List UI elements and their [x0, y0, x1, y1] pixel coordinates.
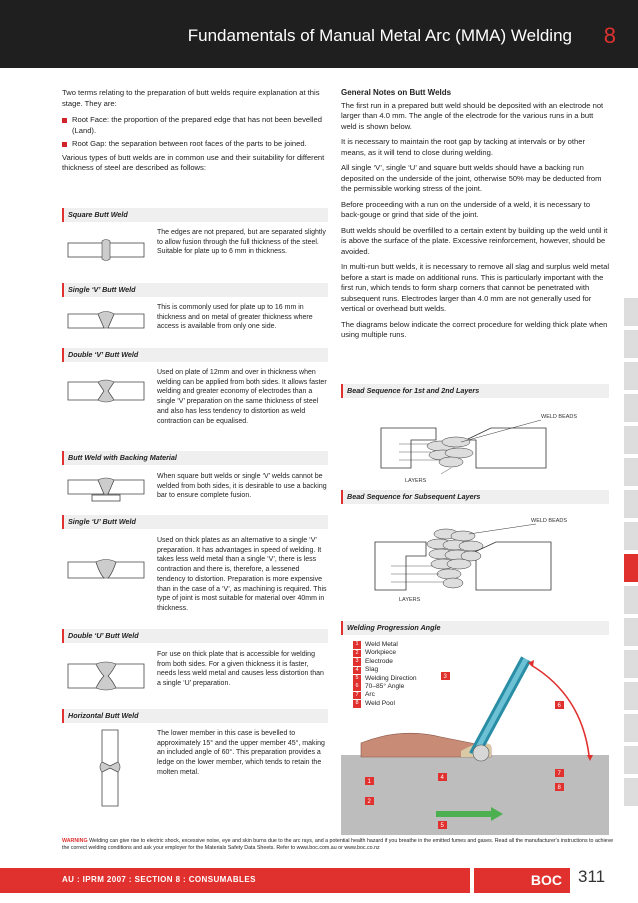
- intro-text: [62, 88, 328, 180]
- horizontal-weld-diagram: [92, 728, 128, 813]
- callout-8: 8: [557, 785, 561, 791]
- boc-logo: BOC: [474, 868, 570, 893]
- callout-7: 7: [557, 771, 561, 777]
- section-tabs: [624, 298, 638, 818]
- callout-3: 3: [443, 674, 447, 680]
- weld-beads-label-2: WELD BEADS: [531, 518, 568, 524]
- section-tab[interactable]: [624, 426, 638, 454]
- welding-angle-panel: [341, 621, 609, 835]
- section-tab[interactable]: [624, 362, 638, 390]
- diagram-title-2: Bead Sequence for Subsequent Layers: [341, 490, 609, 504]
- intro-paragraph-2: Various types of butt welds are in common use and their suitability for different thickness of steel are described as follows:: [62, 152, 325, 172]
- note-paragraph: In multi-run butt welds, it is necessary to remove all slag and surplus weld metal before a start is made on additional runs. This is particularly important with the first run, which tends to form sharp corners that cannot be penetrated with subsequent runs. Electrodes larger than 4.0 mm are not generally used for vertical or overhead butt welds.: [341, 262, 610, 313]
- page-title: Fundamentals of Manual Metal Arc (MMA) Welding: [187, 26, 572, 45]
- weld-title-single-u: Single ‘U’ Butt Weld: [62, 515, 328, 529]
- legend-label: Arc: [365, 691, 375, 699]
- legend-number: 8: [353, 700, 361, 708]
- note-paragraph: Butt welds should be overfilled to a certain extent by building up the weld until it is above the surface of the plate. Excessive reinforcement, however, should be avoided.: [341, 225, 608, 256]
- weld-desc-single-u: Used on thick plates as an alternative to a single ‘V’ preparation. It has advantages in speed of welding. It takes less weld metal than a single ‘V’, there is less contraction and there is, therefore, a lessened tendency to distortion. Preparation is more expensive than in the case of a ‘V’, as machining is required. This type of joint is most suitable for material over 40mm in thickness.: [157, 537, 327, 612]
- callout-5: 5: [440, 823, 444, 829]
- legend-number: 5: [353, 675, 361, 683]
- note-paragraph: The first run in a prepared butt weld should be deposited with an electrode not larger than 4.0 mm. The angle of the electrode for the various runs in a butt weld is shown below.: [341, 100, 604, 131]
- section-tab[interactable]: [624, 586, 638, 614]
- bead-sequence-panel-1: [341, 384, 609, 491]
- bead-sequence-panel-2: [341, 490, 609, 609]
- note-paragraph: The diagrams below indicate the correct procedure for welding thick plate when using multiple runs.: [341, 319, 608, 339]
- weld-title-double-u: Double ‘U’ Butt Weld: [62, 629, 328, 643]
- chapter-number: 8: [603, 23, 616, 48]
- section-tab[interactable]: [624, 522, 638, 550]
- weld-desc-backing: When square butt welds or single ‘V’ welds cannot be welded from both sides, it is desirable to use a backing bar to ensure complete fusion.: [157, 473, 327, 500]
- legend-number: 3: [353, 658, 361, 666]
- single-v-weld-diagram: [66, 306, 146, 341]
- square-butt-weld-diagram: [66, 235, 146, 270]
- note-paragraph: All single ‘V’, single ‘U’ and square butt welds should have a backing run deposited on the underside of the joint, otherwise 50% may be deducted from the permissible working stress of the joint.: [341, 163, 602, 193]
- legend-label: Welding Direction: [365, 674, 417, 682]
- double-u-weld-diagram: [66, 660, 146, 697]
- warning-label: WARNING: [62, 838, 88, 844]
- weld-desc-horizontal: The lower member in this case is bevelled to approximately 15° and the upper member 45°, making an included angle of 60°. This preparation provides a ledge on the lower member, which tends to retain the molten metal.: [157, 730, 325, 776]
- weld-desc-square: The edges are not prepared, but are separated slightly to allow fusion through the full thickness of the steel. Suitable for plate up to 6 mm in thickness.: [157, 229, 326, 256]
- section-tab[interactable]: [624, 682, 638, 710]
- legend-number: 7: [353, 692, 361, 700]
- page-header: [0, 0, 638, 68]
- weld-title-horizontal: Horizontal Butt Weld: [62, 709, 328, 723]
- legend-number: 2: [353, 650, 361, 658]
- callout-6: 6: [557, 703, 561, 709]
- weld-title-square: Square Butt Weld: [62, 208, 328, 222]
- section-tab[interactable]: [624, 298, 638, 326]
- section-tab[interactable]: [624, 458, 638, 486]
- note-paragraph: It is necessary to maintain the root gap by tacking at intervals or by other means, as it will tend to close during welding.: [341, 137, 585, 157]
- legend-label: Electrode: [365, 657, 393, 665]
- legend-number: 6: [353, 683, 361, 691]
- callout-2: 2: [367, 799, 371, 805]
- section-tab[interactable]: [624, 778, 638, 806]
- legend-label: Weld Pool: [365, 699, 395, 707]
- section-tab[interactable]: [624, 714, 638, 742]
- weld-beads-label-1: WELD BEADS: [541, 414, 578, 420]
- section-tab[interactable]: [624, 650, 638, 678]
- bullet-root-gap: Root Gap: the separation between root faces of the parts to be joined.: [62, 139, 328, 150]
- legend-number: 1: [353, 641, 361, 649]
- warning-text: [62, 838, 622, 852]
- double-v-weld-diagram: [66, 376, 146, 411]
- weld-desc-double-u: For use on thick plate that is accessible for welding from both sides. For a given thickness it is faster, needs less weld metal and causes less distortion than a single ‘U’ preparation.: [157, 651, 324, 688]
- weld-desc-double-v: Used on plate of 12mm and over in thickness when welding can be applied from both sides. It allows faster welding and greater economy of electrodes than a single ‘V’ preparation on the same thickness of steel and also has less tendency to distortion as weld contraction can be equalised.: [157, 369, 327, 425]
- section-tab-active[interactable]: [624, 554, 638, 582]
- layers-label-2: LAYERS: [399, 597, 421, 603]
- layers-label-1: LAYERS: [405, 478, 427, 484]
- diagram-title-1: Bead Sequence for 1st and 2nd Layers: [341, 384, 609, 398]
- note-paragraph: Before proceeding with a run on the underside of a weld, it is necessary to back-gouge or grind that side of the joint.: [341, 199, 591, 219]
- diagram-title-3: Welding Progression Angle: [341, 621, 609, 635]
- weld-title-backing: Butt Weld with Backing Material: [62, 451, 328, 465]
- page-number: 311: [578, 867, 606, 886]
- callout-4: 4: [440, 775, 444, 781]
- weld-title-double-v: Double ‘V’ Butt Weld: [62, 348, 328, 362]
- weld-desc-single-v: This is commonly used for plate up to 16 mm in thickness and on metal of greater thickness where access is available from only one side.: [157, 304, 313, 331]
- notes-heading: General Notes on Butt Welds: [341, 88, 452, 97]
- section-tab[interactable]: [624, 330, 638, 358]
- legend-label: 70–85° Angle: [365, 683, 405, 691]
- section-tab[interactable]: [624, 746, 638, 774]
- section-tab[interactable]: [624, 490, 638, 518]
- section-tab[interactable]: [624, 618, 638, 646]
- section-tab[interactable]: [624, 394, 638, 422]
- legend-label: Weld Metal: [365, 641, 398, 648]
- warning-body: Welding can give rise to electric shock, excessive noise, eye and skin burns due to the arc rays, and a potential health hazard if you breathe in the emitted fumes and gases. Read all the manufacturer's instructions to achieve the correct welding conditions and ask your employer for the Materials Safety Data Sheets. Refer to www.boc.com.au or www.boc.co.nz: [62, 838, 614, 851]
- weld-title-single-v: Single ‘V’ Butt Weld: [62, 283, 328, 297]
- callout-1: 1: [367, 779, 371, 785]
- bead-sequence-diagram-2: [341, 504, 609, 604]
- legend-number: 4: [353, 667, 361, 675]
- backing-weld-diagram: [66, 474, 146, 511]
- general-notes: [341, 88, 609, 346]
- footer-section-label: AU : IPRM 2007 : SECTION 8 : CONSUMABLES: [62, 875, 256, 884]
- intro-paragraph: Two terms relating to the preparation of butt welds require explanation at this stage. They are:: [62, 88, 320, 108]
- bead-sequence-diagram-1: [341, 398, 609, 486]
- legend-label: Slag: [365, 666, 379, 674]
- legend: [353, 641, 417, 708]
- legend-label: Workpiece: [365, 649, 397, 657]
- bullet-root-face: Root Face: the proportion of the prepared edge that has not been bevelled (Land).: [62, 115, 328, 136]
- single-u-weld-diagram: [66, 556, 146, 591]
